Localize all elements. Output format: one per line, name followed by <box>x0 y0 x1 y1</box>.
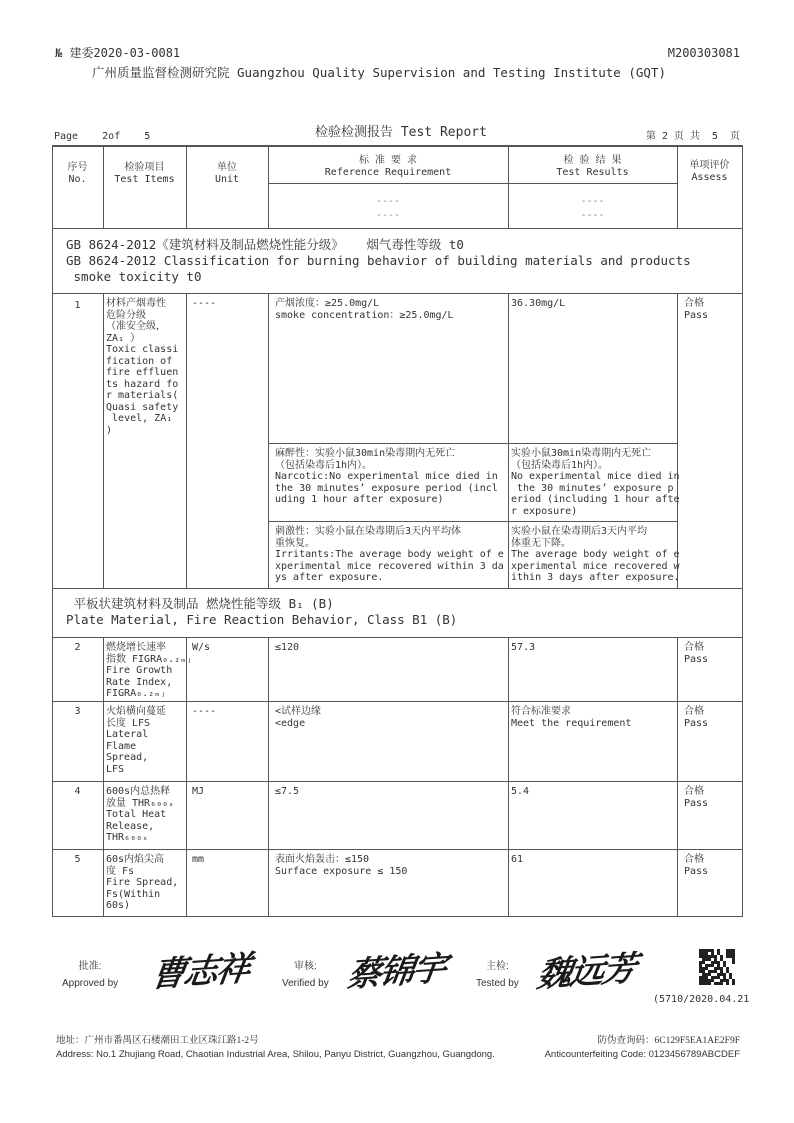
row1-unit: ---- <box>192 298 217 309</box>
col-header-unit: 单位 Unit <box>214 162 240 185</box>
qr-code <box>698 948 736 986</box>
row4-assess: 合格 Pass <box>684 786 709 809</box>
row3-no: 3 <box>74 706 81 717</box>
anticounterfeit-en: Anticounterfeiting Code: 0123456789ABCDEF <box>544 1049 740 1060</box>
address-en: Address: No.1 Zhujiang Road, Chaotian Industrial Area, Shilou, Panyu District, Guangzhou, Guangdong. <box>56 1049 495 1060</box>
col-header-ref: 标 准 要 求 Reference Requirement <box>324 155 452 178</box>
row4-no: 4 <box>74 786 81 797</box>
col-header-ref-sub: ---- ---- <box>375 196 401 221</box>
col-header-no: 序号 No. <box>67 162 88 185</box>
row1-result-1: 36.30mg/L <box>511 298 566 309</box>
col-header-results-sub: ---- ---- <box>580 196 605 221</box>
verified-label: 审核: Verified by <box>282 961 329 989</box>
row1-ref-3: 刺激性：实验小鼠在染毒期后3天内平均体 重恢复。 Irritants:The average body weight of e xperimental mice recovered within 3 da ys after exposure. <box>275 526 504 583</box>
row1-ref-2: 麻醉性：实验小鼠30min染毒期内无死亡 （包括染毒后1h内）。 Narcotic:No experimental mice died in the 30 minutes’ exposure period (incl uding 1 hour after exposure) <box>275 448 498 505</box>
row5-ref: 表面火焰轰击：≤150 Surface exposure ≤ 150 <box>275 854 408 877</box>
address-cn: 地址：广州市番禺区石楼潮田工业区珠江路1-2号 <box>56 1036 259 1046</box>
approved-signature: 曹志祥 <box>148 948 252 996</box>
row3-result: 符合标准要求 Meet the requirement <box>511 706 632 729</box>
row4-result: 5.4 <box>511 786 530 797</box>
row4-unit: MJ <box>192 786 205 797</box>
row4-item: 600s内总热释 放量 THR₆₀₀ₛ Total Heat Release, THR₆₀₀ₛ <box>106 786 175 843</box>
report-code: M200303081 <box>667 46 740 60</box>
institute-name: 广州质量监督检测研究院 Guangzhou Quality Supervision and Testing Institute (GQT) <box>92 65 666 80</box>
row5-no: 5 <box>74 854 81 865</box>
row5-item: 60s内焰尖高 度 Fs Fire Spread, Fs(Within 60s) <box>106 854 179 911</box>
row2-assess: 合格 Pass <box>684 642 709 665</box>
row3-assess: 合格 Pass <box>684 706 709 729</box>
row3-ref: <试样边缘 <edge <box>275 706 322 729</box>
row1-result-3: 实验小鼠在染毒期后3天内平均 体重无下降。 The average body weight of e xperimental mice recovered w ithin 3 days after exposure. <box>511 526 680 583</box>
page-en: Page 2of 5 <box>54 131 151 142</box>
approved-label: 批准: Approved by <box>62 961 119 989</box>
row2-no: 2 <box>74 642 81 653</box>
col-header-assess: 单项评价 Assess <box>689 160 730 183</box>
row1-item: 材料产烟毒性 危险分级 （准安全级， ZA₁ ） Toxic classi fication of fire effluen ts hazard fo r materials( Quasi safety level, ZA₁ ) <box>106 298 179 436</box>
tested-label: 主检: Tested by <box>476 961 519 989</box>
col-header-results: 检 验 结 果 Test Results <box>556 155 629 178</box>
row2-result: 57.3 <box>511 642 536 653</box>
section-plate-heading: 平板状建筑材料及制品 燃烧性能等级 B₁ (B) Plate Material, Fire Reaction Behavior, Class B1 (B) <box>66 596 458 627</box>
row2-item: 燃烧增长速率 指数 FIGRA₀.₂ₘⱼ Fire Growth Rate Index, FIGRA₀.₂ₘⱼ <box>106 642 193 699</box>
row1-result-2: 实验小鼠30min染毒期内无死亡 （包括染毒后1h内）。 No experimental mice died in the 30 minutes’ exposure p eriod (including 1 hour afte r exposure) <box>511 448 680 517</box>
page-cn: 第 2 页 共 5 页 <box>645 131 740 142</box>
row1-ref-1: 产烟浓度：≥25.0mg/L smoke concentration：≥25.0mg/L <box>275 298 454 321</box>
row5-assess: 合格 Pass <box>684 854 709 877</box>
row1-assess: 合格 Pass <box>684 298 709 321</box>
row2-unit: W/s <box>192 642 211 653</box>
row4-ref: ≤7.5 <box>275 786 300 797</box>
col-header-items: 检验项目 Test Items <box>114 162 175 185</box>
tested-signature: 魏远芳 <box>534 948 638 996</box>
row5-unit: mm <box>192 854 205 865</box>
row5-result: 61 <box>511 854 524 865</box>
row3-unit: ---- <box>192 706 217 717</box>
section-gb-heading: GB 8624-2012《建筑材料及制品燃烧性能分级》 烟气毒性等级 t0 GB 8624-2012 Classification for burning behavior of building materials and products smoke toxicity t0 <box>66 237 691 284</box>
anticounterfeit-cn: 防伪查询码：6C129F5EA1AE2F9F <box>597 1036 740 1046</box>
report-number: № 建委2020-03-0081 <box>55 46 181 60</box>
row3-item: 火焰横向蔓延 长度 LFS Lateral Flame Spread, LFS <box>106 706 166 775</box>
verified-signature: 蔡锦宇 <box>344 948 448 996</box>
report-title: 检验检测报告 Test Report <box>315 125 487 140</box>
stamp-date: (5710/2020.04.21 <box>653 994 750 1005</box>
row1-no: 1 <box>74 300 81 311</box>
row2-ref: ≤120 <box>275 642 300 653</box>
